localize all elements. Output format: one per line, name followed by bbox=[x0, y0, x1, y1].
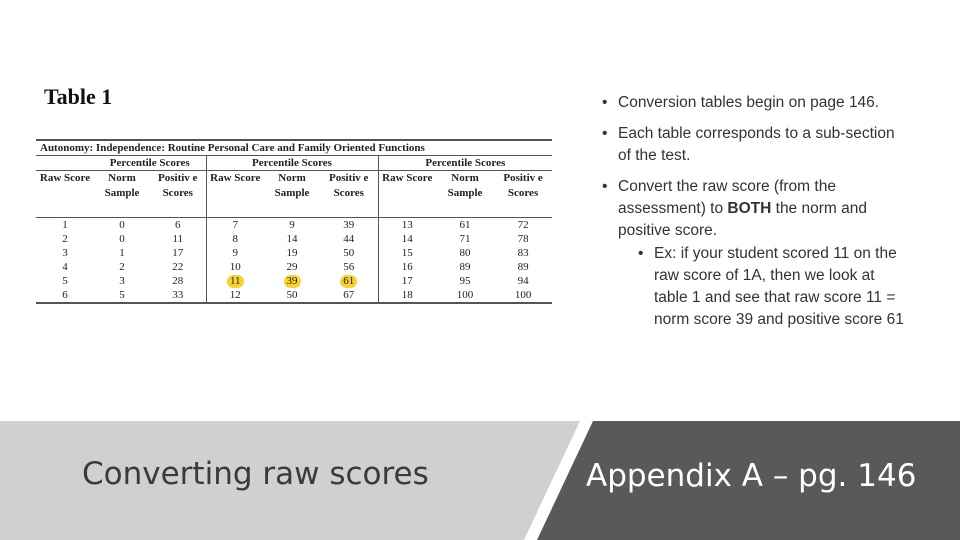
table-cell: 67 bbox=[320, 288, 378, 303]
bullet-item bbox=[600, 123, 910, 167]
table-cell: 14 bbox=[378, 232, 436, 246]
highlighted-value: 39 bbox=[284, 275, 301, 288]
footer-left-title: Converting raw scores bbox=[82, 456, 429, 492]
table-cell: 0 bbox=[119, 219, 125, 231]
table-cell: 33 bbox=[150, 288, 206, 303]
table-cell: 2 bbox=[119, 261, 125, 273]
table-cell: 4 bbox=[62, 261, 68, 273]
table-cell: 89 bbox=[459, 261, 471, 273]
bullet-text: Conversion tables begin on page 146. bbox=[618, 94, 880, 111]
table-cell: 80 bbox=[459, 247, 471, 259]
col-norm-3: Norm Sample bbox=[436, 171, 494, 218]
table-cell: 9 bbox=[206, 246, 264, 260]
table-cell: 10 bbox=[206, 260, 264, 274]
bullet-text-part: the norm and positive score. bbox=[618, 200, 867, 239]
col-pos-1: Positiv e Scores bbox=[150, 171, 206, 218]
table-cell: 44 bbox=[343, 233, 355, 245]
table-cell: 19 bbox=[286, 247, 298, 259]
bullet-dot-icon: • bbox=[602, 178, 608, 195]
group-header-2: Percentile Scores bbox=[206, 156, 378, 171]
table-cell: 71 bbox=[459, 233, 471, 245]
table-row bbox=[36, 288, 552, 303]
table-cell: 18 bbox=[378, 288, 436, 303]
table-cell: 0 bbox=[119, 233, 125, 245]
table-row bbox=[36, 274, 552, 288]
table-cell: 5 bbox=[62, 275, 68, 287]
table-cell: 95 bbox=[459, 275, 471, 287]
table-cell bbox=[320, 274, 378, 288]
table-cell: 16 bbox=[378, 260, 436, 274]
table-cell: 12 bbox=[206, 288, 264, 303]
table-cell: 7 bbox=[206, 218, 264, 233]
col-pos-3: Positiv e Scores bbox=[494, 171, 552, 218]
sub-bullet-item bbox=[636, 243, 910, 331]
col-raw-2: Raw Score bbox=[206, 171, 264, 218]
bullet-item bbox=[600, 92, 910, 114]
table-cell: 100 bbox=[494, 288, 552, 303]
table-cell: 1 bbox=[119, 247, 125, 259]
table-cell: 17 bbox=[378, 274, 436, 288]
highlighted-value: 11 bbox=[227, 275, 244, 288]
group-header-3: Percentile Scores bbox=[378, 156, 552, 171]
table-cell: 17 bbox=[172, 247, 184, 259]
table-cell: 11 bbox=[172, 233, 184, 245]
table-cell: 56 bbox=[343, 261, 355, 273]
table-cell: 2 bbox=[62, 233, 68, 245]
table-cell: 100 bbox=[436, 288, 494, 303]
table-cell: 6 bbox=[36, 288, 94, 303]
table-body bbox=[36, 218, 552, 304]
table-cell: 3 bbox=[62, 247, 68, 259]
table-cell: 29 bbox=[286, 261, 298, 273]
table-row bbox=[36, 232, 552, 246]
table-cell: 61 bbox=[459, 219, 471, 231]
table-row bbox=[36, 218, 552, 233]
bullet-list bbox=[600, 92, 910, 340]
table-cell: 28 bbox=[172, 275, 184, 287]
table-cell: 6 bbox=[175, 219, 181, 231]
col-raw-1: Raw Score bbox=[36, 171, 94, 218]
table-caption: Autonomy: Independence: Routine Personal Care and Family Oriented Functions bbox=[36, 140, 552, 156]
table-cell: 89 bbox=[517, 261, 529, 273]
bullet-text: Each table corresponds to a sub-section of the test. bbox=[618, 125, 895, 164]
col-norm-2: Norm Sample bbox=[264, 171, 320, 218]
table-cell: 3 bbox=[119, 275, 125, 287]
table-cell: 22 bbox=[172, 261, 184, 273]
table-cell bbox=[264, 274, 320, 288]
table-row bbox=[36, 246, 552, 260]
table-cell bbox=[206, 274, 264, 288]
conversion-table bbox=[36, 139, 552, 304]
table-title: Table 1 bbox=[44, 84, 113, 109]
table-cell: 50 bbox=[264, 288, 320, 303]
table-cell: 9 bbox=[289, 219, 295, 231]
table-cell: 72 bbox=[517, 219, 529, 231]
footer-right-title: Appendix A – pg. 146 bbox=[586, 458, 917, 494]
table-cell: 15 bbox=[378, 246, 436, 260]
group-header-1: Percentile Scores bbox=[94, 156, 206, 171]
table-cell: 13 bbox=[378, 218, 436, 233]
table-cell: 5 bbox=[94, 288, 150, 303]
bullet-dot-icon: • bbox=[602, 125, 608, 142]
sub-bullet-text: Ex: if your student scored 11 on the raw score of 1A, then we look at table 1 and see that raw score 11 = norm score 39 and positive score 61 bbox=[654, 245, 904, 328]
col-pos-2: Positiv e Scores bbox=[320, 171, 378, 218]
table-cell: 8 bbox=[206, 232, 264, 246]
col-raw-3: Raw Score bbox=[378, 171, 436, 218]
table-row bbox=[36, 260, 552, 274]
bullet-dot-icon: • bbox=[602, 94, 608, 111]
table-cell: 78 bbox=[517, 233, 529, 245]
highlighted-value: 61 bbox=[340, 275, 357, 288]
table-cell: 39 bbox=[343, 219, 355, 231]
table-cell: 83 bbox=[517, 247, 529, 259]
bullet-dot-icon: • bbox=[638, 245, 644, 262]
bullet-item bbox=[600, 176, 910, 242]
table-cell: 14 bbox=[286, 233, 298, 245]
table-cell: 1 bbox=[62, 219, 68, 231]
bullet-text-part: Convert the raw score (from the assessment) to bbox=[618, 178, 836, 217]
table-cell: 50 bbox=[343, 247, 355, 259]
col-norm-1: Norm Sample bbox=[94, 171, 150, 218]
table-cell: 94 bbox=[517, 275, 529, 287]
bullet-bold-text: BOTH bbox=[727, 200, 772, 217]
